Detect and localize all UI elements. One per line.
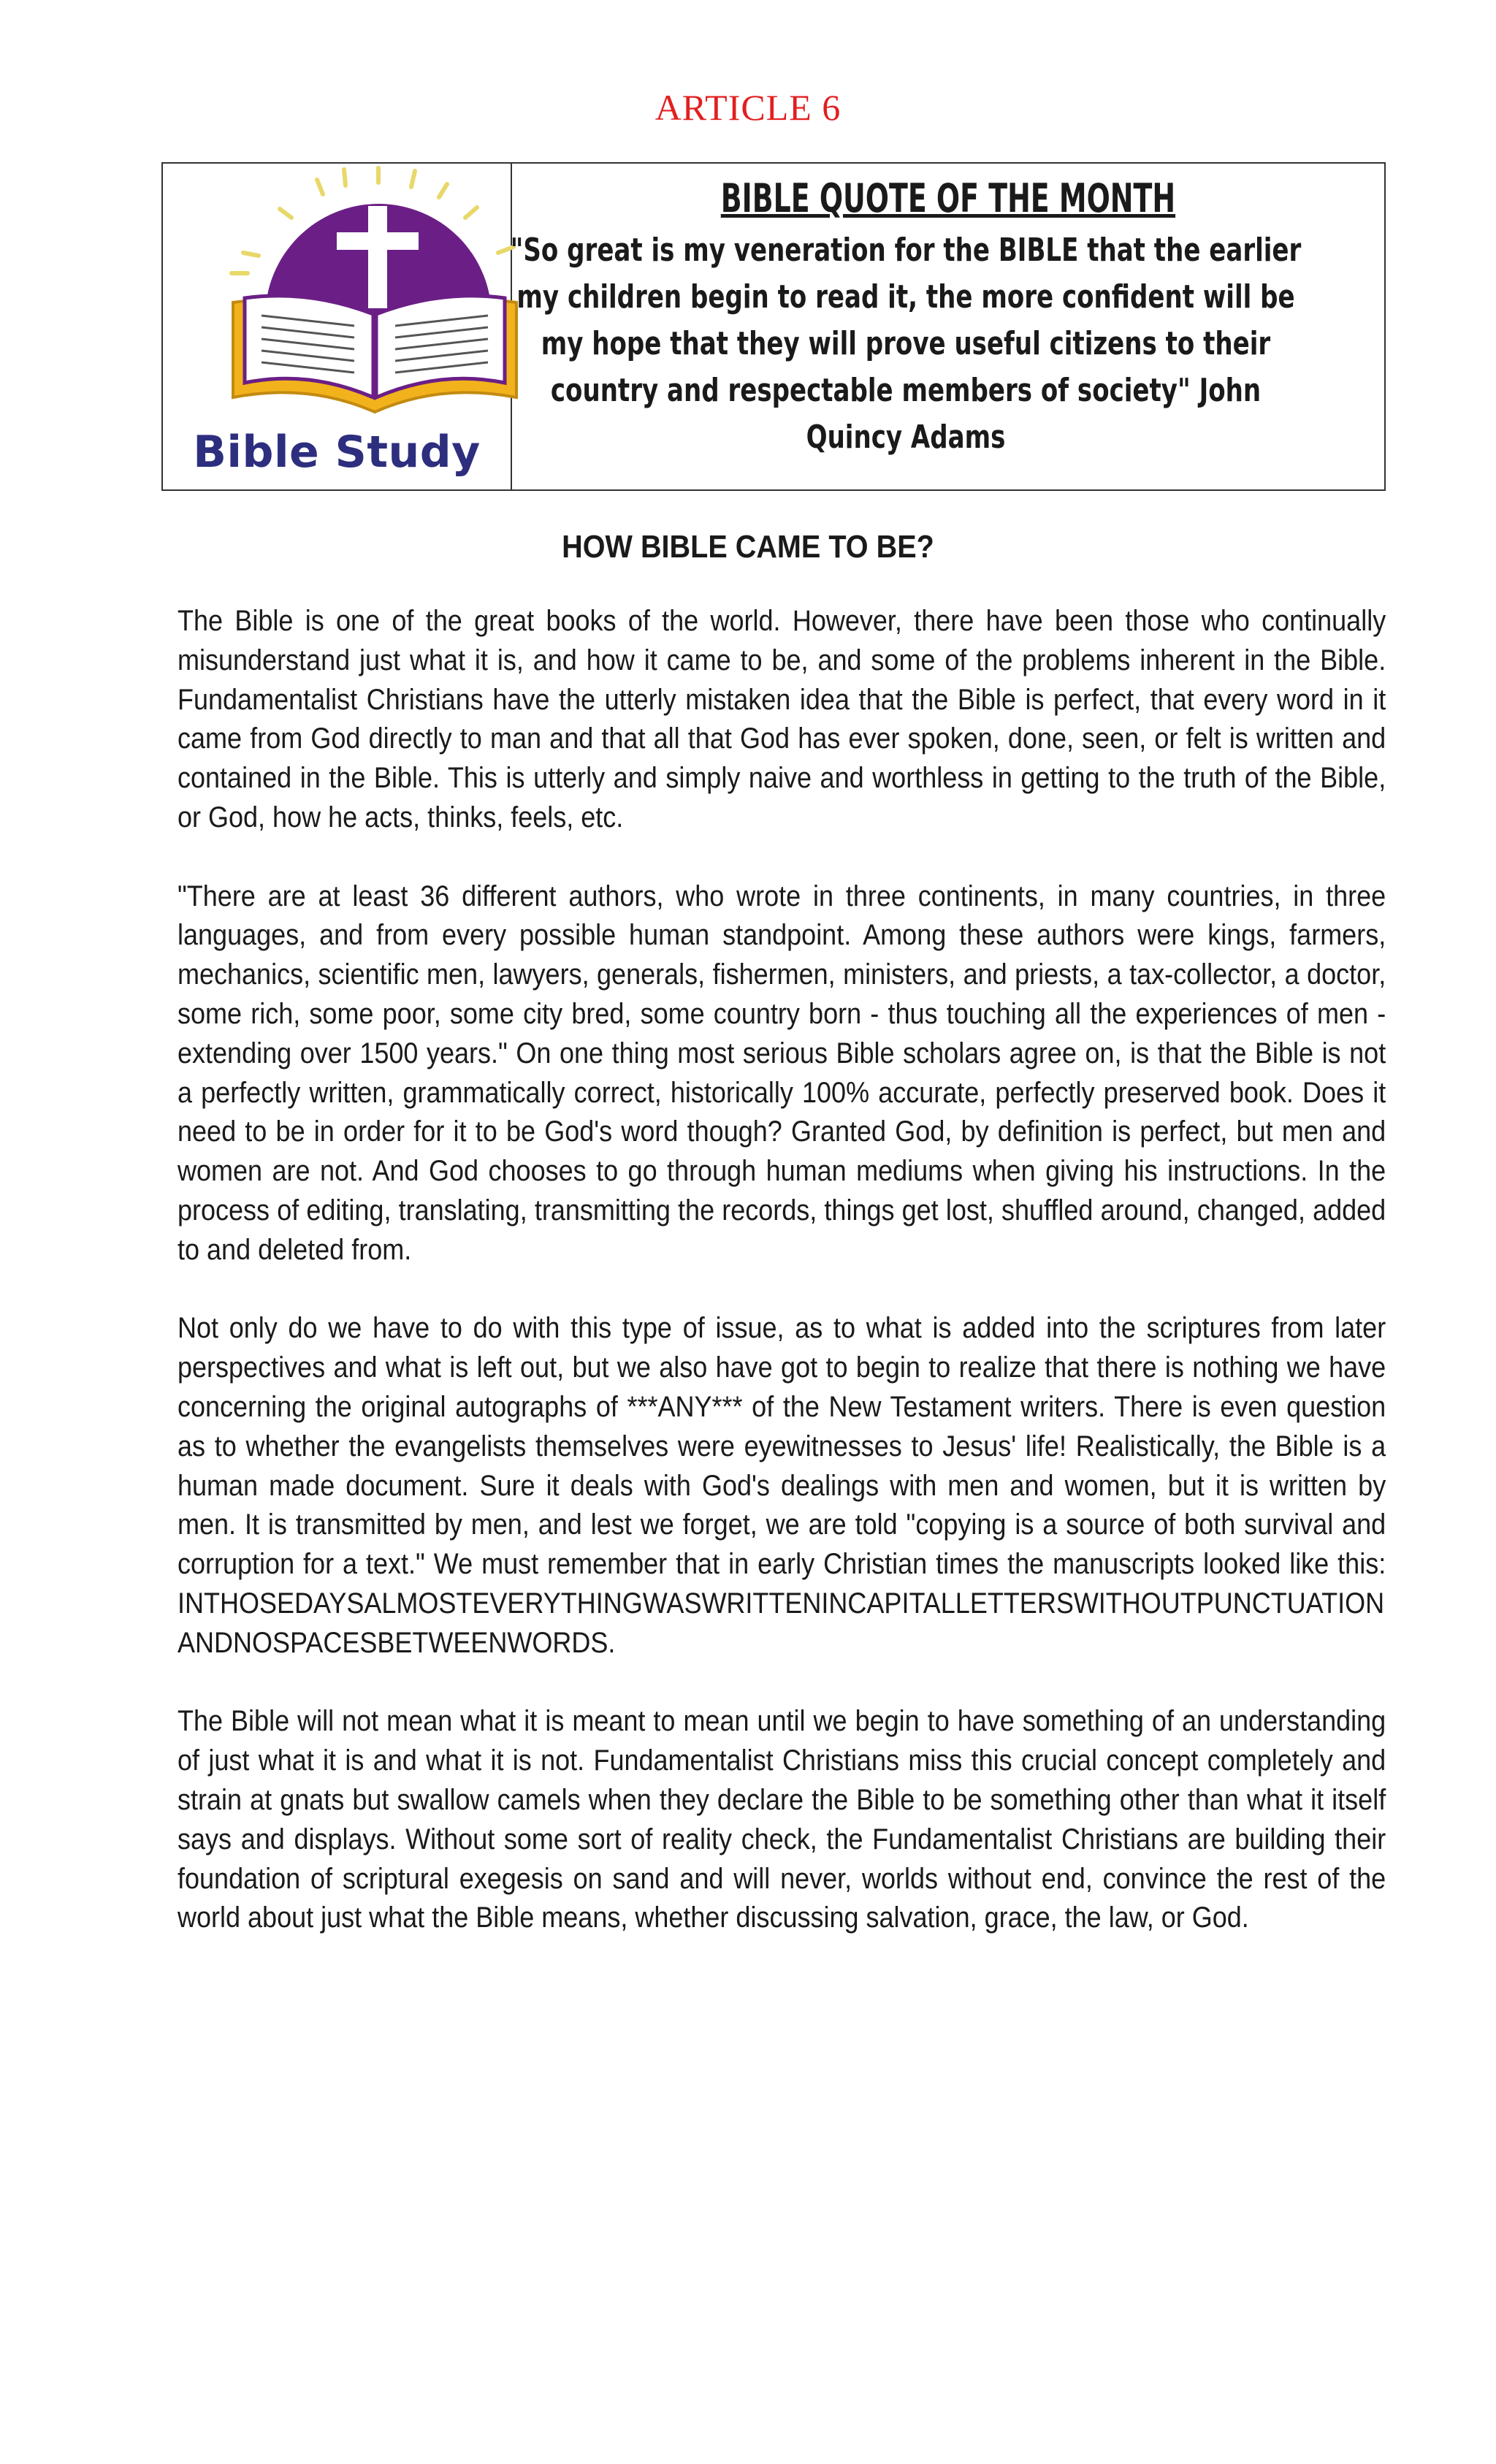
- quote-text: "So great is my veneration for the BIBLE that the earlier my children begin to read it, the more confident will be my hope that they will prove useful citizens to their country and respectable members of society" John Quincy Adams: [510, 232, 1302, 456]
- article-label: ARTICLE 6: [654, 87, 842, 128]
- paragraph: The Bible is one of the great books of the world. However, there have been those who continually misunderstand just what it is, and how it came to be, and some of the problems inherent in the Bible. Fundamentalist Christians have the utterly mistaken idea that the Bible is perfect, that every word in it came from God directly to man and that all that God has ever spoken, done, seen, or felt is written and contained in the Bible. This is utterly and simply naive and worthless in getting to the truth of the Bible, or God, how he acts, thinks, feels, etc.: [178, 605, 1386, 834]
- paragraph: The Bible will not mean what it is meant to mean until we begin to have something of an understanding of just what it is and what it is not. Fundamentalist Christians miss this crucial concept completely and strain at gnats but swallow camels when they declare the Bible to be something other than what it itself says and displays. Without some sort of reality check, the Fundamentalist Christians are building their foundation of scriptural exegesis on sand and will never, worlds without end, convince the rest of the world about just what the Bible means, whether discussing salvation, grace, the law, or God.: [178, 1705, 1386, 1934]
- paragraph: "There are at least 36 different authors, who wrote in three continents, in many countries, in three languages, and from every possible human standpoint. Among these authors were kings, farmers, mechanics, scientific men, lawyers, generals, fishermen, ministers, and priests, a tax-collector, a doctor, some rich, some poor, some city bred, some country born - thus touching all the experiences of men - extending over 1500 years." On one thing most serious Bible scholars agree on, is that the Bible is not a perfectly written, grammatically correct, historically 100% accurate, perfectly preserved book. Does it need to be in order for it to be God's word though? Granted God, by definition is perfect, but men and women are not. And God chooses to go through human mediums when giving his instructions. In the process of editing, translating, transmitting the records, things get lost, shuffled around, changed, added to and deleted from.: [178, 880, 1386, 1266]
- article-heading: HOW BIBLE CAME TO BE?: [562, 529, 934, 565]
- logo-caption: Bible Study: [193, 427, 481, 478]
- article-body: [178, 602, 1386, 1977]
- quote-cell: [512, 164, 1384, 489]
- quote-of-month-box: [161, 162, 1386, 491]
- bible-study-logo: [163, 164, 512, 489]
- paragraph: Not only do we have to do with this type of issue, as to what is added into the scriptures from later perspectives and what is left out, but we also have got to begin to realize that there is nothing we have concerning the original autographs of ***ANY*** of the New Testament writers. There is even question as to whether the evangelists themselves were eyewitnesses to Jesus' life! Realistically, the Bible is a human made document. Sure it deals with God's dealings with men and women, but it is written by men. It is transmitted by men, and lest we forget, we are told "copying is a source of both survival and corruption for a text." We must remember that in early Christian times the manuscripts looked like this: INTHOSEDAYSALMOSTEVERYTHINGWASWRITTENINCAPITALLETTERSWITHOUTPUNCTUATIONANDNOSPACESBETWEENWORDS.: [178, 1312, 1386, 1659]
- quote-title: BIBLE QUOTE OF THE MONTH: [720, 175, 1176, 221]
